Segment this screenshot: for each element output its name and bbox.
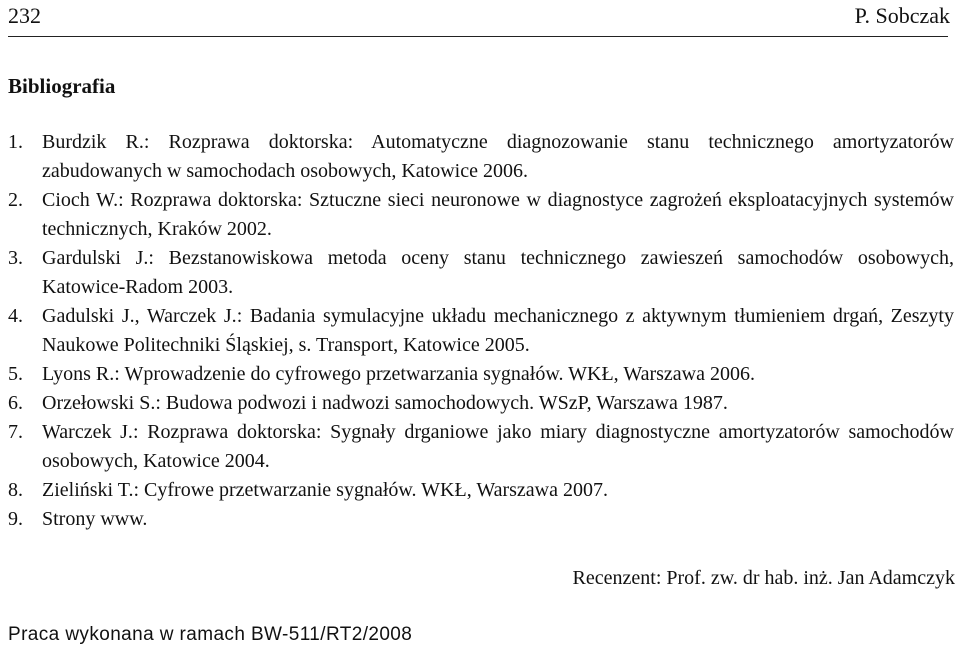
bibliography-entry: [8, 389, 954, 418]
entry-number: 3.: [8, 247, 23, 269]
bibliography-entry: [8, 302, 954, 360]
entry-author: Lyons R.: [42, 363, 115, 385]
reviewer-note: Recenzent: Prof. zw. dr hab. inż. Jan Adamczyk: [572, 567, 955, 589]
entry-number: 4.: [8, 305, 23, 327]
entry-number: 9.: [8, 508, 23, 530]
bibliography-entry: [8, 418, 954, 476]
entry-text: : Rozprawa doktorska: Sztuczne sieci neuronowe w diagnostyce zagrożeń eksploatacyjnych systemów technicznych, Kraków 2002.: [42, 189, 954, 240]
entry-text: : Budowa podwozi i nadwozi samochodowych. WSzP, Warszawa 1987.: [155, 392, 728, 414]
entry-number: 1.: [8, 131, 23, 153]
entry-text: : Bezstanowiskowa metoda oceny stanu technicznego zawieszeń samochodów osobowych, Katowice-Radom 2003.: [42, 247, 954, 298]
entry-text: : Cyfrowe przetwarzanie sygnałów. WKŁ, Warszawa 2007.: [133, 479, 609, 501]
entry-number: 2.: [8, 189, 23, 211]
bibliography-entry: [8, 244, 954, 302]
entry-author: Warczek J.: [42, 421, 133, 443]
entry-author: Burdzik R.: [42, 131, 144, 153]
entry-text: : Wprowadzenie do cyfrowego przetwarzania sygnałów. WKŁ, Warszawa 2006.: [114, 363, 755, 385]
bibliography-entry: [8, 128, 954, 186]
bibliography-entry: [8, 360, 954, 389]
bibliography-entry: [8, 476, 954, 505]
funding-footnote: Praca wykonana w ramach BW-511/RT2/2008: [8, 624, 413, 645]
entry-author: Gardulski J.: [42, 247, 149, 269]
entry-text: : Rozprawa doktorska: Sygnały drganiowe jako miary diagnostyczne amortyzatorów samochodów osobowych, Katowice 2004.: [42, 421, 955, 472]
entry-number: 7.: [8, 421, 23, 443]
running-head-author: P. Sobczak: [854, 3, 950, 28]
bibliography-entry: [8, 505, 954, 534]
entry-author: Gadulski J., Warczek J.: [42, 305, 237, 327]
bibliography-entry: [8, 186, 954, 244]
entry-author: Zieliński T.: [42, 479, 134, 501]
section-title: Bibliografia: [8, 74, 116, 98]
page-header: [8, 0, 948, 37]
bibliography-list: [8, 128, 954, 534]
entry-author: Orzełowski S.: [42, 392, 156, 414]
page-number: 232: [8, 3, 41, 28]
entry-number: 6.: [8, 392, 23, 414]
entry-text: : Rozprawa doktorska: Automatyczne diagnozowanie stanu technicznego amortyzatorów zabudowanych w samochodach osobowych, Katowice 2006.: [42, 131, 954, 182]
entry-author: Strony www.: [42, 508, 148, 530]
entry-text: : Badania symulacyjne układu mechanicznego z aktywnym tłumieniem drgań, Zeszyty Naukowe Politechniki Śląskiej, s. Transport, Katowice 2005.: [42, 305, 954, 356]
entry-number: 5.: [8, 363, 23, 385]
entry-author: Cioch W.: [42, 189, 119, 211]
entry-number: 8.: [8, 479, 23, 501]
